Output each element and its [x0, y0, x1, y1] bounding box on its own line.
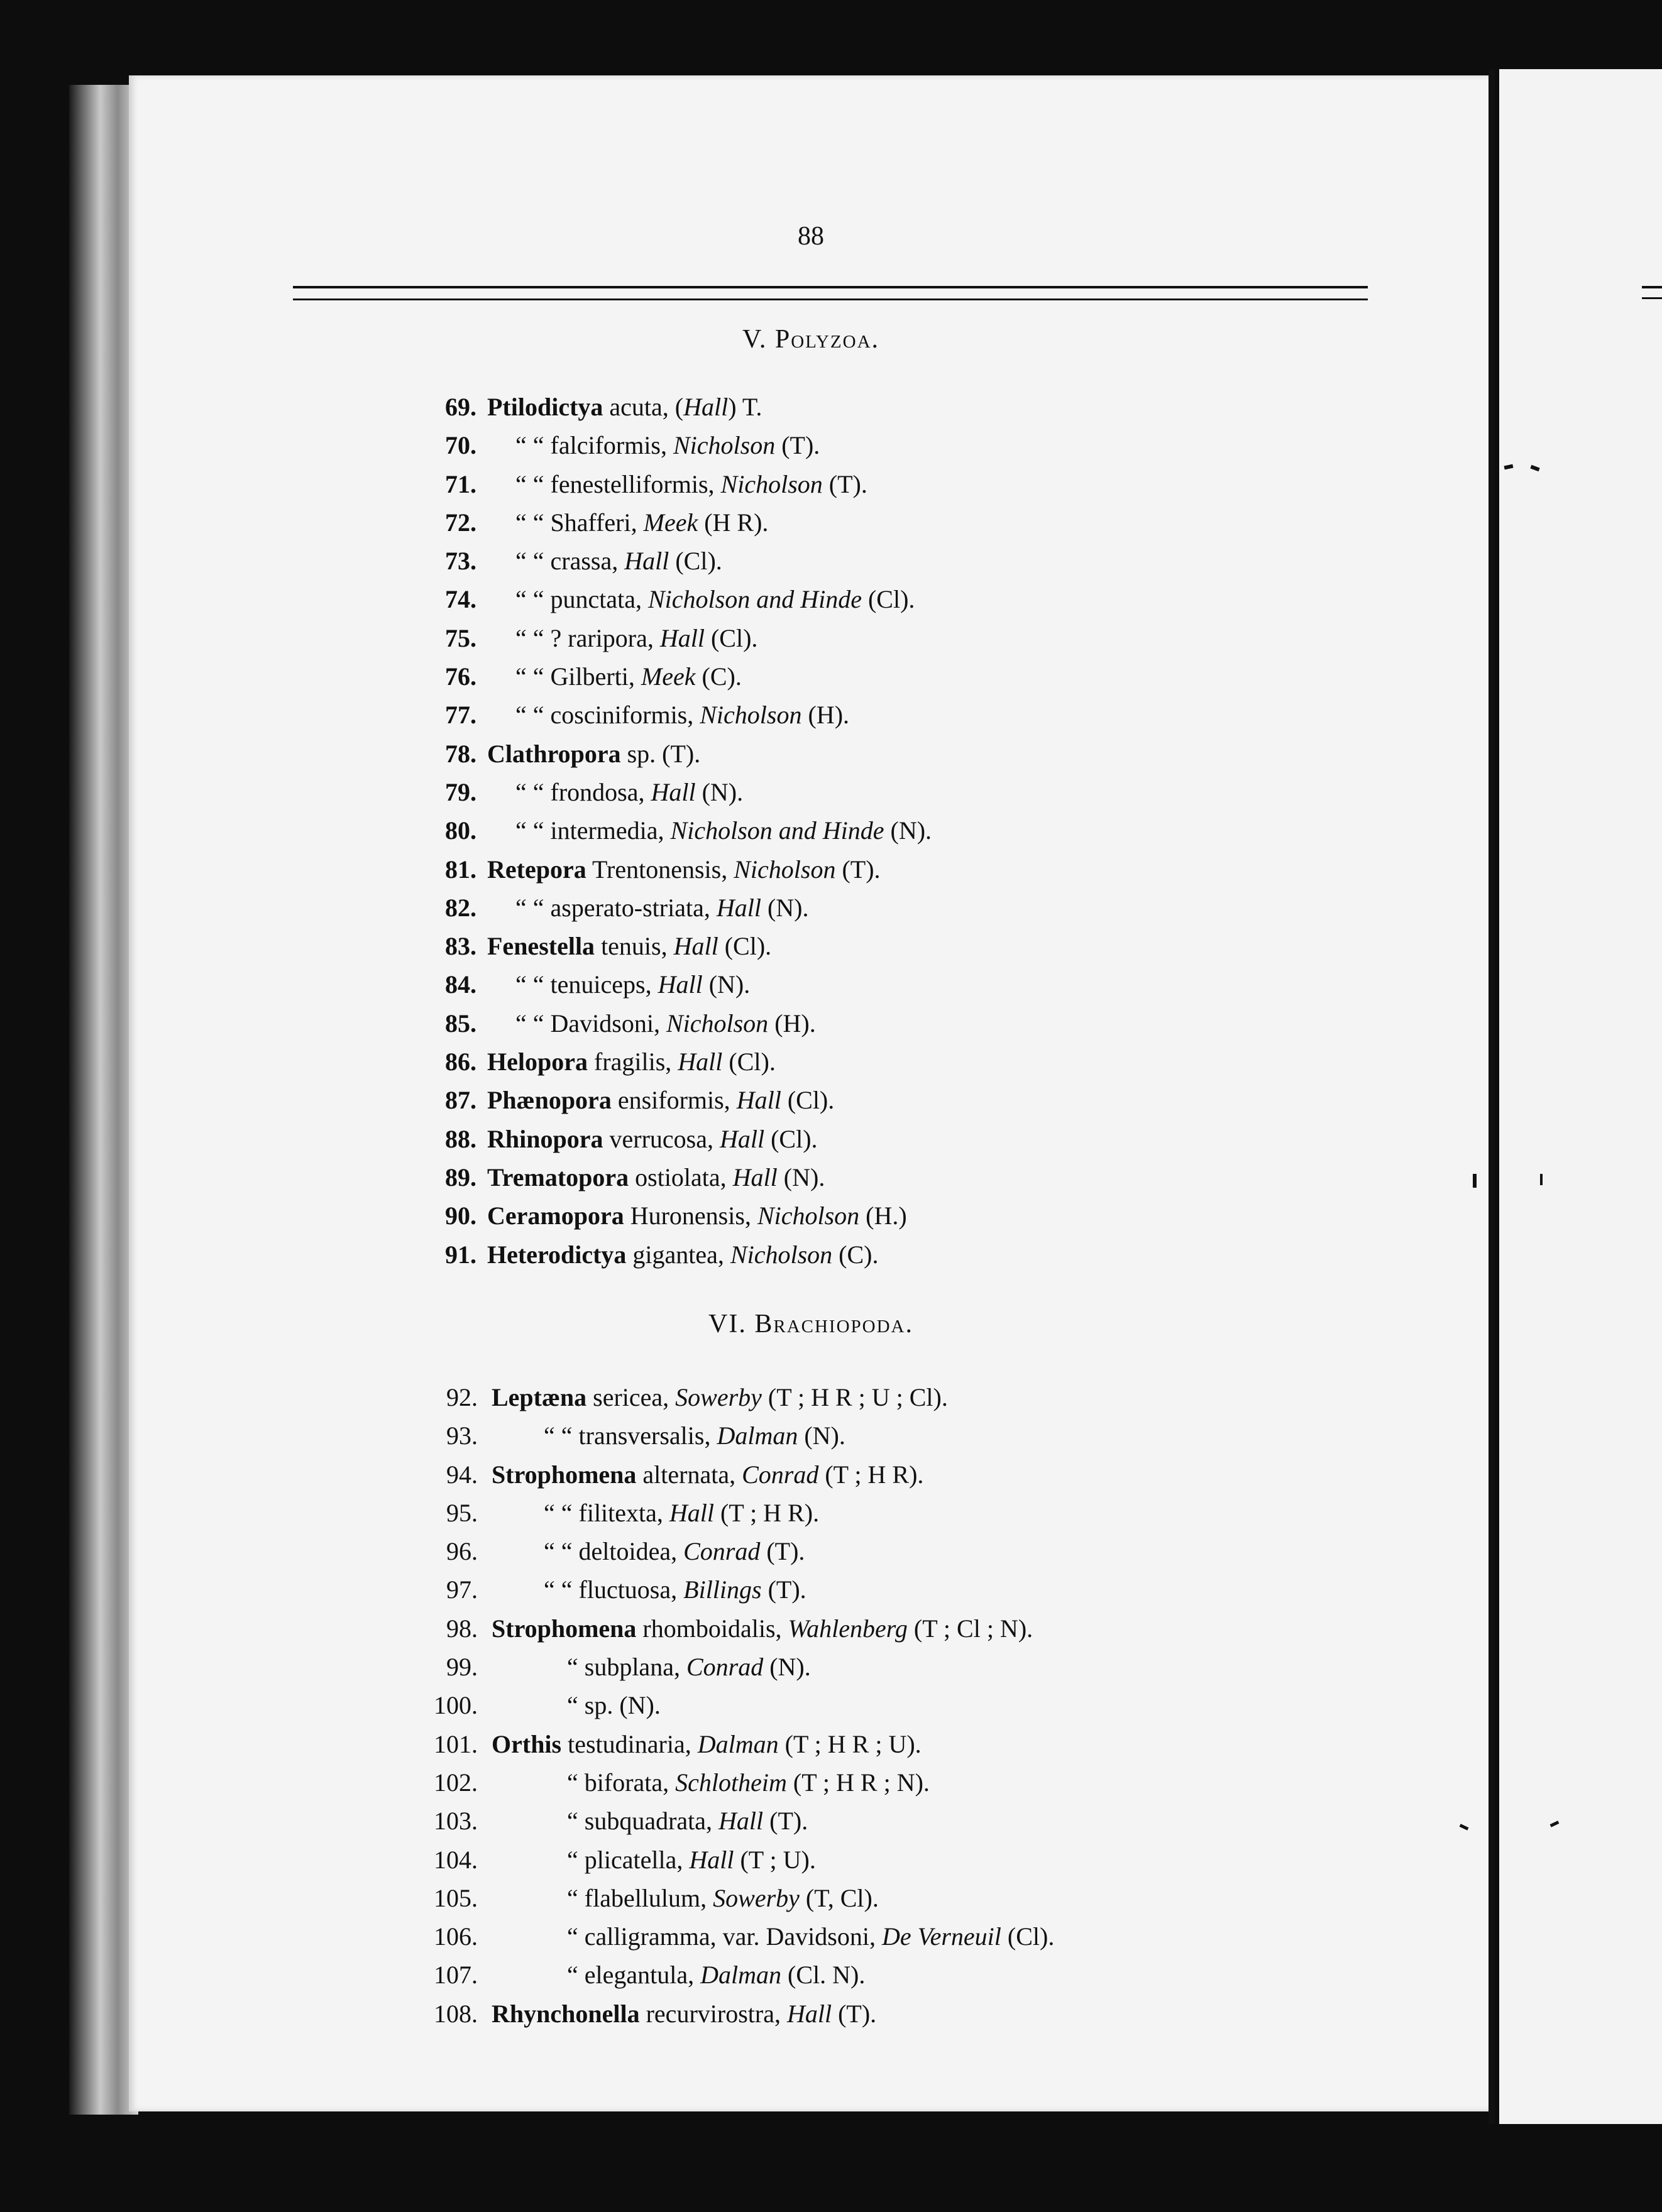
list-item — [0, 927, 1509, 965]
entry-text: “ “ Davidsoni, Nicholson (H). — [515, 1009, 816, 1038]
entry-number: 79. — [445, 777, 476, 806]
entry-text: Ceramopora Huronensis, Nicholson (H.) — [487, 1202, 907, 1230]
entry-number: 88. — [445, 1124, 476, 1153]
list-item — [0, 503, 1509, 542]
entry-text: “ sp. (N). — [567, 1691, 661, 1720]
entry-text: Trematopora ostiolata, Hall (N). — [487, 1163, 825, 1191]
header-rule — [293, 286, 1368, 300]
entry-number: 90. — [445, 1202, 476, 1230]
entry-text: “ calligramma, var. Davidsoni, De Verneuil (Cl). — [567, 1922, 1055, 1951]
entry-text: “ flabellulum, Sowerby (T, Cl). — [567, 1883, 879, 1912]
entry-text: “ “ falciformis, Nicholson (T). — [515, 431, 820, 460]
brachiopoda-species-list — [0, 1378, 1509, 2033]
entry-text: “ elegantula, Dalman (Cl. N). — [567, 1961, 866, 1990]
list-item — [0, 1196, 1509, 1235]
list-item — [0, 542, 1509, 580]
entry-text: “ “ tenuiceps, Hall (N). — [515, 970, 751, 999]
entry-number: 86. — [445, 1048, 476, 1076]
entry-number: 80. — [445, 816, 476, 845]
entry-text: Leptæna sericea, Sowerby (T ; H R ; U ; Cl). — [492, 1383, 948, 1411]
entry-text: “ “ punctata, Nicholson and Hinde (Cl). — [515, 585, 915, 614]
list-item — [0, 1235, 1509, 1274]
section-heading-brachiopoda: VI. Brachiopoda. — [708, 1310, 913, 1339]
entry-number: 107. — [434, 1961, 478, 1990]
entry-text: Rhinopora verrucosa, Hall (Cl). — [487, 1124, 818, 1153]
list-item — [0, 1841, 1509, 1879]
entry-text: “ “ Gilberti, Meek (C). — [515, 662, 742, 691]
entry-text: “ plicatella, Hall (T ; U). — [567, 1845, 816, 1874]
page-number: 88 — [798, 222, 824, 251]
list-item — [0, 889, 1509, 927]
list-item — [0, 850, 1509, 889]
list-item — [0, 735, 1509, 773]
list-item — [0, 657, 1509, 696]
list-item — [0, 619, 1509, 657]
entry-number: 93. — [446, 1421, 478, 1450]
entry-text: Clathropora sp. (T). — [487, 739, 701, 768]
entry-text: Strophomena rhomboidalis, Wahlenberg (T ; Cl ; N). — [492, 1614, 1033, 1643]
entry-text: Strophomena alternata, Conrad (T ; H R). — [492, 1460, 924, 1489]
list-item — [0, 811, 1509, 850]
entry-number: 103. — [434, 1807, 478, 1836]
entry-number: 96. — [446, 1537, 478, 1566]
list-item — [0, 1917, 1509, 1956]
list-item — [0, 1120, 1509, 1158]
list-item — [0, 1802, 1509, 1840]
list-item — [0, 1995, 1509, 2033]
list-item — [0, 1081, 1509, 1119]
entry-text: “ biforata, Schlotheim (T ; H R ; N). — [567, 1768, 930, 1797]
entry-number: 100. — [434, 1691, 478, 1720]
entry-text: Rhynchonella recurvirostra, Hall (T). — [492, 1999, 877, 2028]
list-item — [0, 1570, 1509, 1609]
facing-page-edge — [1499, 69, 1662, 2124]
section-heading-polyzoa: V. Polyzoa. — [742, 325, 880, 354]
list-item — [0, 580, 1509, 618]
list-item — [0, 1609, 1509, 1648]
entry-text: Ptilodictya acuta, (Hall) T. — [487, 393, 762, 421]
entry-number: 104. — [434, 1845, 478, 1874]
entry-text: “ “ fenestelliformis, Nicholson (T). — [515, 469, 867, 498]
entry-text: “ subplana, Conrad (N). — [567, 1653, 811, 1682]
list-item — [0, 1158, 1509, 1196]
entry-number: 71. — [445, 469, 476, 498]
entry-text: “ subquadrata, Hall (T). — [567, 1807, 808, 1836]
entry-text: “ “ frondosa, Hall (N). — [515, 777, 744, 806]
entry-number: 97. — [446, 1575, 478, 1604]
entry-text: Orthis testudinaria, Dalman (T ; H R ; U). — [492, 1729, 922, 1758]
list-item — [0, 1879, 1509, 1917]
entry-number: 78. — [445, 739, 476, 768]
entry-text: Phænopora ensiformis, Hall (Cl). — [487, 1086, 835, 1115]
entry-number: 72. — [445, 508, 476, 537]
list-item — [0, 1378, 1509, 1416]
list-item — [0, 1004, 1509, 1043]
entry-number: 89. — [445, 1163, 476, 1191]
list-item — [0, 1648, 1509, 1686]
entry-number: 91. — [445, 1240, 476, 1269]
list-item — [0, 1763, 1509, 1802]
entry-text: Fenestella tenuis, Hall (Cl). — [487, 932, 772, 961]
list-item — [0, 1686, 1509, 1724]
entry-text: “ “ crassa, Hall (Cl). — [515, 547, 722, 576]
list-item — [0, 1532, 1509, 1570]
entry-number: 108. — [434, 1999, 478, 2028]
entry-number: 77. — [445, 701, 476, 730]
entry-text: “ “ intermedia, Nicholson and Hinde (N). — [515, 816, 932, 845]
entry-number: 101. — [434, 1729, 478, 1758]
entry-number: 70. — [445, 431, 476, 460]
entry-text: “ “ deltoidea, Conrad (T). — [544, 1537, 805, 1566]
list-item — [0, 1956, 1509, 1994]
list-item — [0, 773, 1509, 811]
list-item — [0, 1725, 1509, 1763]
list-item — [0, 696, 1509, 734]
entry-number: 82. — [445, 893, 476, 922]
entry-number: 84. — [445, 970, 476, 999]
list-item — [0, 965, 1509, 1004]
entry-number: 87. — [445, 1086, 476, 1115]
entry-text: “ “ cosciniformis, Nicholson (H). — [515, 701, 850, 730]
entry-number: 95. — [446, 1498, 478, 1527]
entry-text: “ “ ? raripora, Hall (Cl). — [515, 623, 758, 652]
entry-number: 81. — [445, 855, 476, 884]
entry-text: Heterodictya gigantea, Nicholson (C). — [487, 1240, 879, 1269]
entry-text: Helopora fragilis, Hall (Cl). — [487, 1048, 776, 1076]
entry-number: 74. — [445, 585, 476, 614]
entry-number: 83. — [445, 932, 476, 961]
list-item — [0, 388, 1509, 426]
entry-text: “ “ fluctuosa, Billings (T). — [544, 1575, 806, 1604]
list-item — [0, 1416, 1509, 1455]
list-item — [0, 426, 1509, 464]
list-item — [0, 465, 1509, 503]
entry-number: 106. — [434, 1922, 478, 1951]
entry-number: 85. — [445, 1009, 476, 1038]
entry-number: 75. — [445, 623, 476, 652]
entry-text: “ “ Shafferi, Meek (H R). — [515, 508, 769, 537]
list-item — [0, 1043, 1509, 1081]
entry-number: 94. — [446, 1460, 478, 1489]
entry-number: 92. — [446, 1383, 478, 1411]
entry-number: 69. — [445, 393, 476, 421]
entry-text: “ “ transversalis, Dalman (N). — [544, 1421, 845, 1450]
entry-text: Retepora Trentonensis, Nicholson (T). — [487, 855, 881, 884]
ink-mark — [1473, 1174, 1477, 1188]
entry-number: 105. — [434, 1883, 478, 1912]
entry-text: “ “ asperato-striata, Hall (N). — [515, 893, 809, 922]
entry-number: 99. — [446, 1653, 478, 1682]
entry-number: 98. — [446, 1614, 478, 1643]
entry-number: 76. — [445, 662, 476, 691]
list-item — [0, 1455, 1509, 1494]
ink-mark — [1540, 1174, 1543, 1185]
entry-text: “ “ filitexta, Hall (T ; H R). — [544, 1498, 820, 1527]
entry-number: 102. — [434, 1768, 478, 1797]
facing-page-rule — [1642, 286, 1662, 299]
polyzoa-species-list — [0, 388, 1509, 1274]
list-item — [0, 1494, 1509, 1532]
entry-number: 73. — [445, 547, 476, 576]
